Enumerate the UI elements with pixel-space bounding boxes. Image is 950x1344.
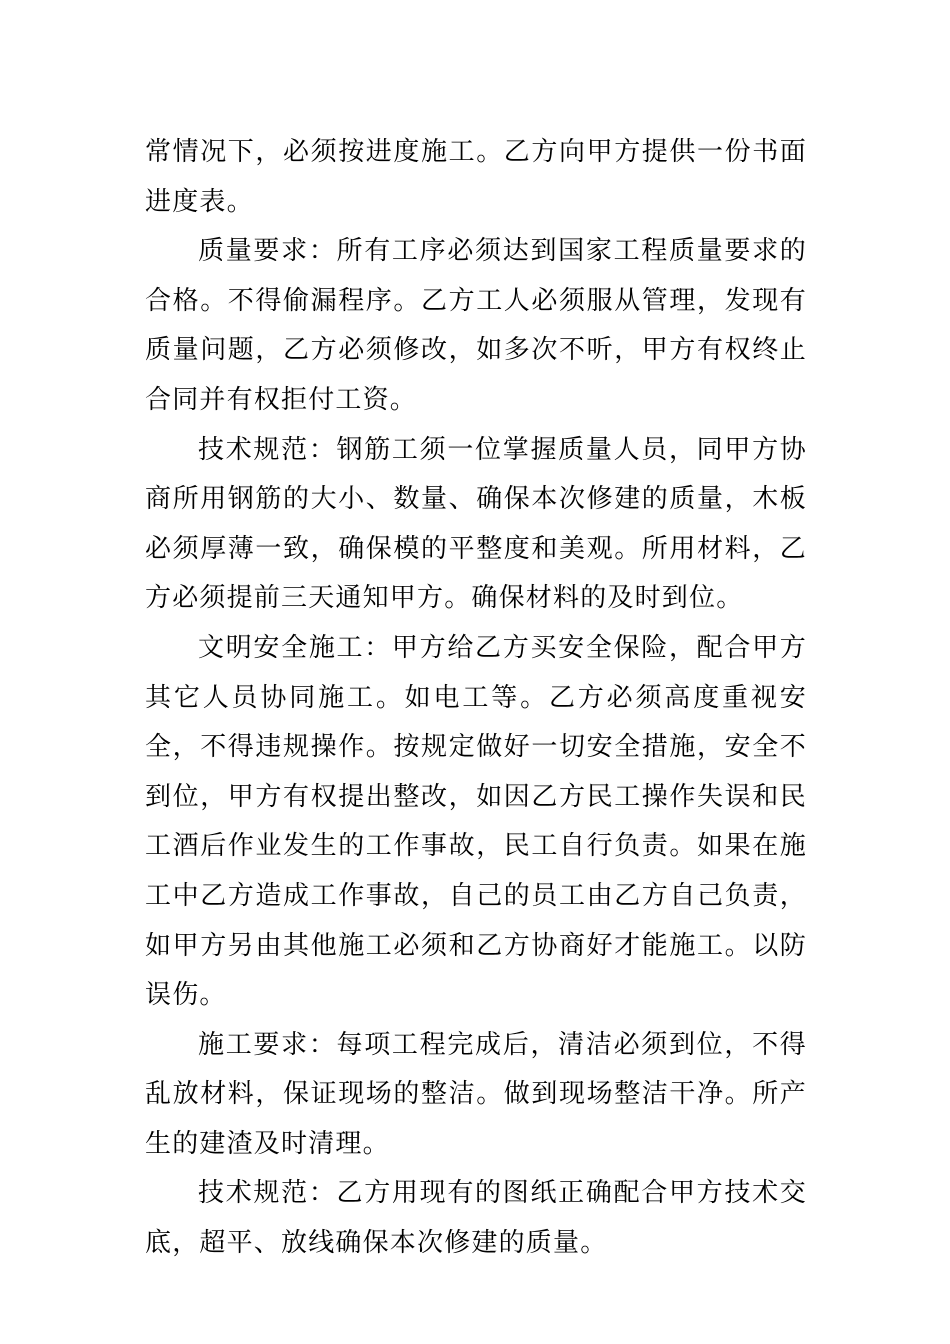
paragraph-technical-specs-drawings: 技术规范：乙方用现有的图纸正确配合甲方技术交底，超平、放线确保本次修建的质量。 xyxy=(145,1178,807,1259)
paragraph-construction-requirements: 施工要求：每项工程完成后，清洁必须到位，不得乱放材料，保证现场的整洁。做到现场整洁干净。所产生的建渣及时清理。 xyxy=(145,1029,807,1159)
paragraph-quality-requirements: 质量要求：所有工序必须达到国家工程质量要求的合格。不得偷漏程序。乙方工人必须服从管理，发现有质量问题，乙方必须修改，如多次不听，甲方有权终止合同并有权拒付工资。 xyxy=(145,236,807,415)
document-body xyxy=(145,128,807,1269)
paragraph-progress-continuation: 常情况下，必须按进度施工。乙方向甲方提供一份书面进度表。 xyxy=(145,137,807,217)
paragraph-safety-construction: 文明安全施工：甲方给乙方买安全保险，配合甲方其它人员协同施工。如电工等。乙方必须高度重视安全，不得违规操作。按规定做好一切安全措施，安全不到位，甲方有权提出整改，如因乙方民工操作失误和民工酒后作业发生的工作事故，民工自行负责。如果在施工中乙方造成工作事故，自己的员工由乙方自己负责，如甲方另由其他施工必须和乙方协商好才能施工。以防误伤。 xyxy=(145,632,807,1011)
paragraph-technical-specs-rebar: 技术规范：钢筋工须一位掌握质量人员，同甲方协商所用钢筋的大小、数量、确保本次修建的质量，木板必须厚薄一致，确保模的平整度和美观。所用材料，乙方必须提前三天通知甲方。确保材料的及时到位。 xyxy=(145,434,807,614)
